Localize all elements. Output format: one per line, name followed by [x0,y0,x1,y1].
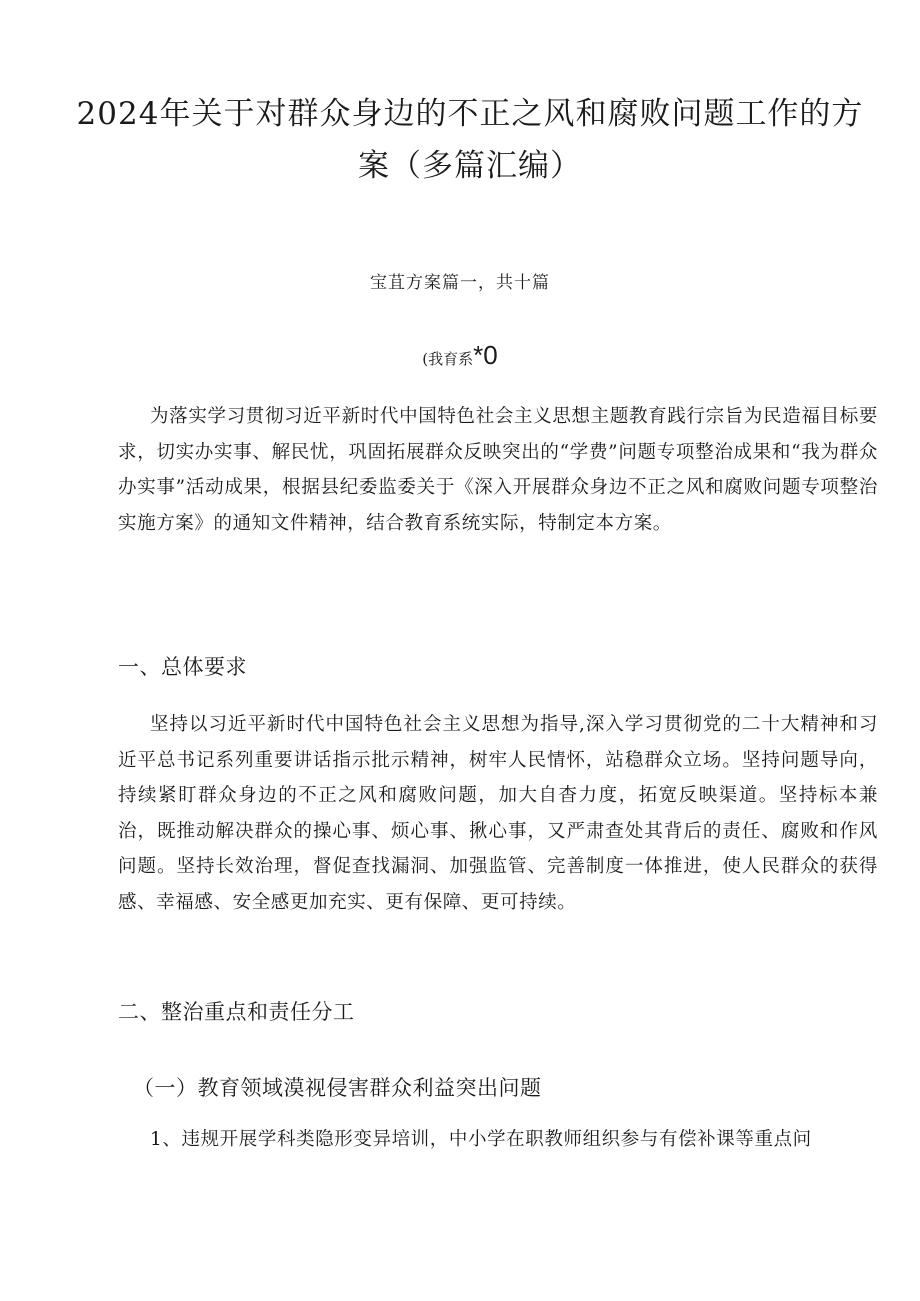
note-prefix: (我育系 [422,350,474,368]
subsection-heading-education: （一）教育领域漠视侵害群众利益突出问题 [133,1077,542,1100]
note-suffix: *0 [473,340,498,370]
section-heading-general-requirements: 一、总体要求 [118,656,247,679]
section1-paragraph: 坚持以习近平新时代中国特色社会主义思想为指导,深入学习贯彻党的二十大精神和习近平总书记系列重要讲话指示批示精神，树牢人民情怀，站稳群众立场。坚持问题导向，持续紧盯群众身边的不正之风和腐败问题，加大自杳力度，拓宽反映渠道。坚持标本兼治，既推动解决群众的操心事、烦心事、揪心事，又严肃查处其背后的责任、腐败和作风问题。坚持长效治理，督促查找漏洞、加强监管、完善制度一体推进，使人民群众的获得感、幸福感、安全感更加充实、更有保障、更可持续。 [118,714,878,913]
document-note [0,340,920,371]
item-1-text: 1、违规开展学科类隐形变异培训，中小学在职教师组织参与有偿补课等重点问 [150,1129,812,1150]
document-title: 2024年关于对群众身边的不正之风和腐败问题工作的方案（多篇汇编） [76,96,864,184]
document-subtitle: 宝苴方案篇一，共十篇 [370,273,550,293]
section-heading-key-tasks: 二、整治重点和责任分工 [118,1001,355,1024]
intro-paragraph: 为落实学习贯彻习近平新时代中国特色社会主义思想主题教育践行宗旨为民造福目标要求，切实办实事、解民忧，巩固拓展群众反映突出的“学费”问题专项整治成果和“我为群众办实事”活动成果，根据县纪委监委关于《深入开展群众身边不正之风和腐败问题专项整治实施方案》的通知文件精神，结合教育系统实际，特制定本方案。 [118,406,878,534]
